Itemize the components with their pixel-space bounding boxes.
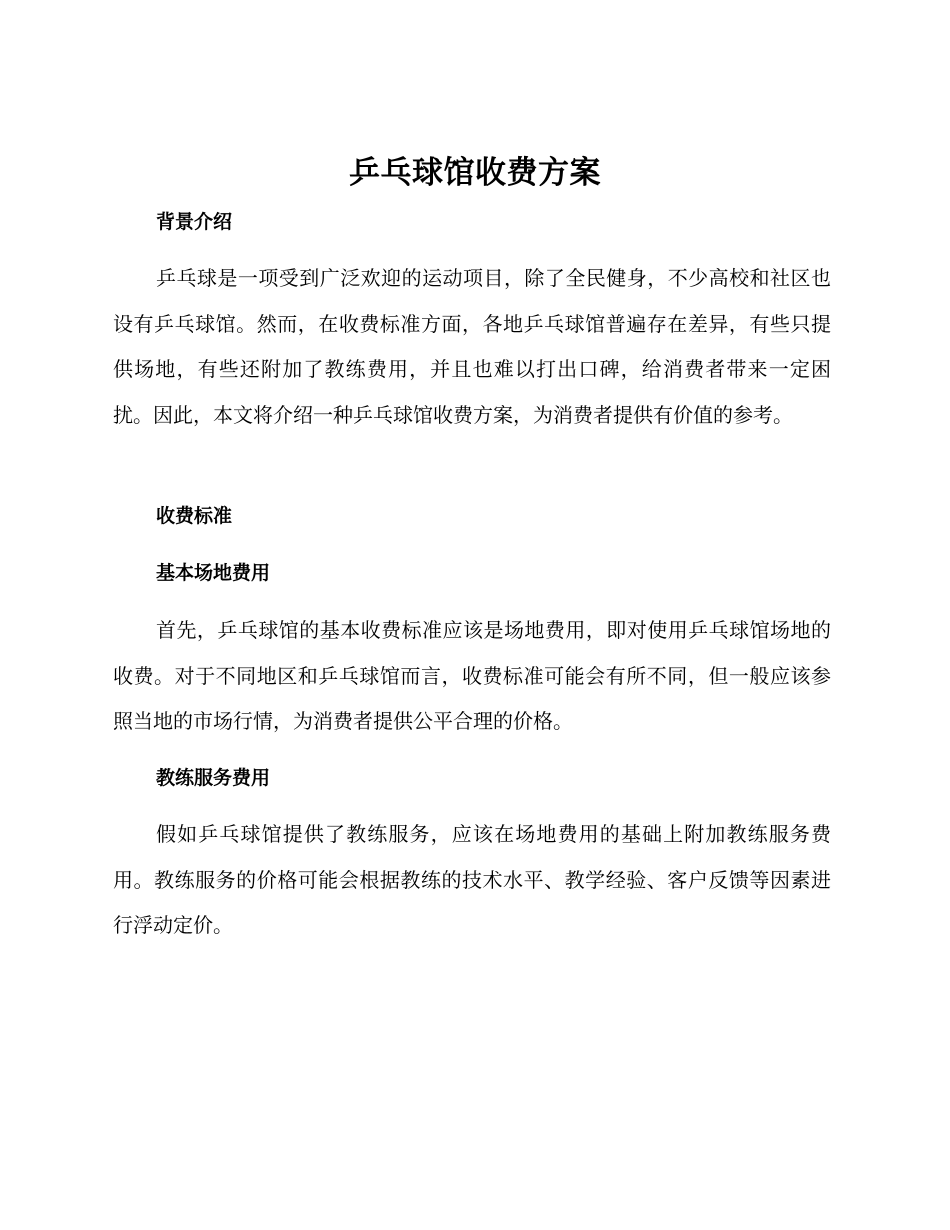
paragraph-background: 乒乓球是一项受到广泛欢迎的运动项目，除了全民健身，不少高校和社区也设有乒乓球馆。然而，在收费标准方面，各地乒乓球馆普遍存在差异，有些只提供场地，有些还附加了教练费用，并且也难以打出口碑，给消费者带来一定困扰。因此，本文将介绍一种乒乓球馆收费方案，为消费者提供有价值的参考。 (113, 266, 831, 427)
heading-standards: 收费标准 (156, 505, 233, 527)
document-title: 乒乓球馆收费方案 (349, 155, 601, 191)
paragraph-coach-fee: 假如乒乓球馆提供了教练服务，应该在场地费用的基础上附加教练服务费用。教练服务的价格可能会根据教练的技术水平、教学经验、客户反馈等因素进行浮动定价。 (113, 822, 831, 937)
heading-coach-fee: 教练服务费用 (156, 767, 271, 789)
heading-venue-fee: 基本场地费用 (156, 562, 271, 584)
heading-background: 背景介绍 (156, 211, 233, 233)
paragraph-venue-fee: 首先，乒乓球馆的基本收费标准应该是场地费用，即对使用乒乓球馆场地的收费。对于不同地区和乒乓球馆而言，收费标准可能会有所不同，但一般应该参照当地的市场行情，为消费者提供公平合理的价格。 (113, 618, 831, 733)
